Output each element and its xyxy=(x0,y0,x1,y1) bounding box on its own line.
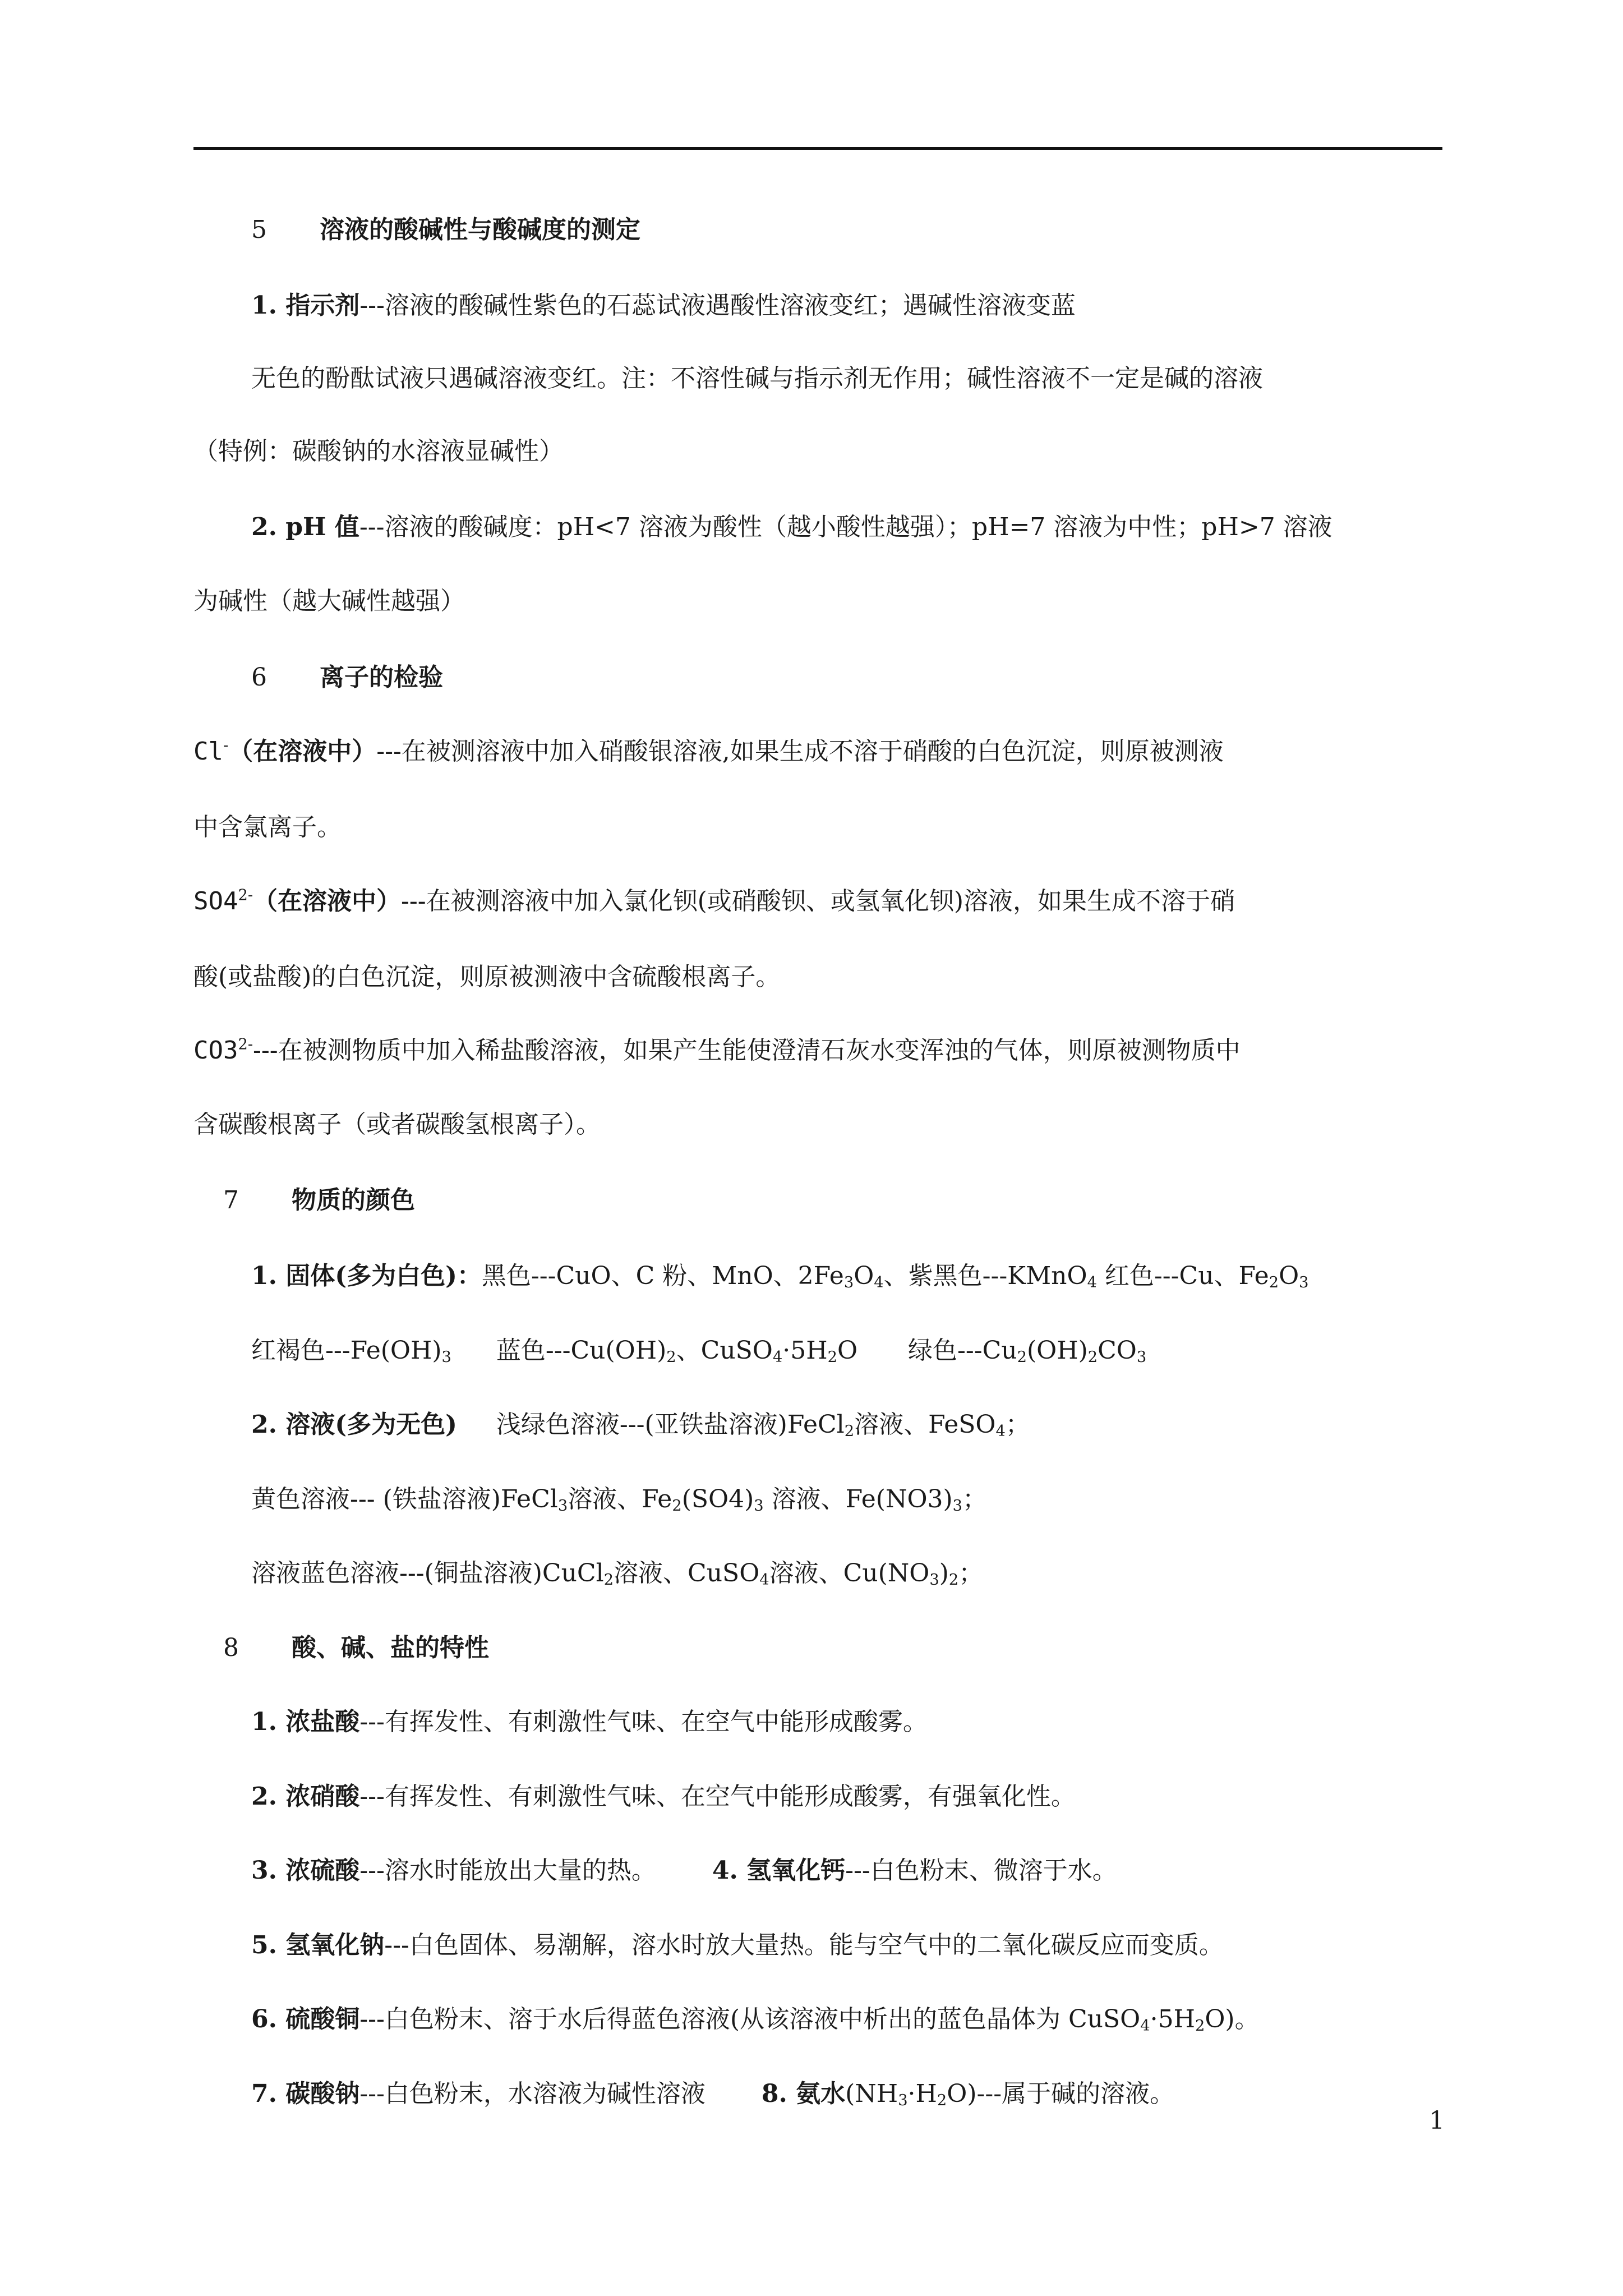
section-8-heading xyxy=(223,1631,1485,1665)
s5-item-2 xyxy=(251,510,1513,544)
item-text: 溶液蓝色溶液---(铜盐溶液)CuCl xyxy=(251,1559,604,1588)
subscript: 3 xyxy=(952,1497,963,1515)
item-label: （在溶液中） xyxy=(253,887,402,915)
item-label: 1. 指示剂 xyxy=(251,291,360,320)
s7-item-1-l2 xyxy=(251,1334,1513,1368)
subscript: 2 xyxy=(1195,2017,1205,2035)
item-text: ---白色粉末、微溶于水。 xyxy=(845,1856,1117,1885)
section-title: 物质的颜色 xyxy=(292,1186,415,1214)
s5-item-1-cont xyxy=(251,362,1513,395)
item-text: 绿色---Cu xyxy=(908,1336,1017,1365)
section-title: 酸、碱、盐的特性 xyxy=(292,1634,489,1662)
s5-item-2-cont xyxy=(193,585,1455,618)
item-label: 3. 浓硫酸 xyxy=(251,1856,360,1885)
s8-item-3-4 xyxy=(251,1854,1513,1888)
header-rule xyxy=(193,147,1442,150)
item-text: O)。 xyxy=(1205,2005,1260,2033)
subscript: 4 xyxy=(772,1349,783,1366)
ion-charge: 2- xyxy=(238,1036,253,1053)
section-number: 7 xyxy=(223,1186,239,1214)
s6-so4-cont xyxy=(193,960,1455,994)
item-text: 为碱性（越大碱性越强） xyxy=(193,587,465,615)
subscript: 3 xyxy=(1299,1274,1309,1291)
item-text: (OH) xyxy=(1027,1336,1088,1365)
item-text: 蓝色---Cu(OH) xyxy=(496,1336,667,1365)
page-number: 1 xyxy=(1429,2106,1445,2135)
item-text: ； xyxy=(1005,1410,1030,1439)
item-text: O xyxy=(854,1262,874,1290)
section-7-heading xyxy=(223,1184,1485,1217)
subscript: 3 xyxy=(843,1274,854,1291)
item-text: ·5H xyxy=(782,1336,828,1365)
subscript: 2 xyxy=(672,1497,682,1515)
ion-charge: 2- xyxy=(238,886,253,904)
item-label: 2. 溶液(多为无色) xyxy=(251,1410,457,1439)
subscript: 3 xyxy=(1136,1349,1147,1366)
subscript: 2 xyxy=(937,2092,947,2109)
item-text: ---在被测溶液中加入硝酸银溶液,如果生成不溶于硝酸的白色沉淀，则原被测液 xyxy=(376,737,1224,766)
s5-item-1 xyxy=(251,289,1513,323)
item-text: ---白色固体、易潮解，溶水时放大量热。能与空气中的二氧化碳反应而变质。 xyxy=(384,1931,1224,1959)
subscript: 2 xyxy=(844,1423,855,1440)
s8-item-5 xyxy=(251,1929,1513,1962)
item-text: ； xyxy=(962,1485,988,1513)
s6-cl-test xyxy=(193,735,1455,769)
s8-item-7-8 xyxy=(251,2077,1513,2111)
item-text: ) xyxy=(939,1559,949,1588)
item-text: ---有挥发性、有刺激性气味、在空气中能形成酸雾。 xyxy=(359,1708,928,1736)
item-text: O xyxy=(1279,1262,1299,1290)
subscript: 2 xyxy=(827,1349,837,1366)
item-text: 黑色---CuO、C 粉、MnO、2Fe xyxy=(481,1262,844,1290)
item-label: 8. 氨水 xyxy=(761,2079,846,2108)
ion-charge: - xyxy=(223,737,229,754)
ion-formula: CO3 xyxy=(193,1036,238,1065)
subscript: 4 xyxy=(874,1274,884,1291)
subscript: 2 xyxy=(1269,1274,1279,1291)
item-label: 4. 氢氧化钙 xyxy=(712,1856,846,1885)
item-text: 无色的酚酞试液只遇碱溶液变红。注：不溶性碱与指示剂无作用；碱性溶液不一定是碱的溶液 xyxy=(251,364,1263,393)
subscript: 2 xyxy=(1017,1349,1027,1366)
s7-item-2 xyxy=(251,1408,1513,1442)
section-6-heading xyxy=(251,661,1513,694)
subscript: 2 xyxy=(1087,1349,1098,1366)
item-text: 红褐色---Fe(OH) xyxy=(251,1336,442,1365)
s5-item-1-cont2 xyxy=(193,435,1455,468)
item-text: ---有挥发性、有刺激性气味、在空气中能形成酸雾，有强氧化性。 xyxy=(359,1782,1076,1811)
item-label: （在溶液中） xyxy=(228,737,377,766)
item-text: 浅绿色溶液---(亚铁盐溶液)FeCl xyxy=(496,1410,845,1439)
item-label: 1. 浓盐酸 xyxy=(251,1708,360,1736)
subscript: 4 xyxy=(1087,1274,1097,1291)
s6-cl-cont xyxy=(193,811,1455,844)
subscript: 4 xyxy=(759,1571,769,1589)
item-text: ·5H xyxy=(1150,2005,1195,2033)
s6-co3-test xyxy=(193,1034,1455,1068)
item-label: 7. 碳酸钠 xyxy=(251,2079,360,2108)
item-text: （特例：碳酸钠的水溶液显碱性） xyxy=(193,437,564,466)
item-label: 5. 氢氧化钠 xyxy=(251,1931,385,1959)
item-text: ---溶液的酸碱性紫色的石蕊试液遇酸性溶液变红；遇碱性溶液变蓝 xyxy=(359,291,1076,320)
s8-item-2 xyxy=(251,1780,1513,1814)
item-text: 含碳酸根离子（或者碳酸氢根离子）。 xyxy=(193,1110,601,1139)
section-number: 5 xyxy=(251,215,267,244)
s7-item-1 xyxy=(251,1259,1513,1293)
section-title: 离子的检验 xyxy=(320,663,443,692)
s6-co3-cont xyxy=(193,1108,1455,1142)
subscript: 3 xyxy=(754,1497,764,1515)
s7-item-2-l3 xyxy=(251,1557,1513,1590)
item-text: ； xyxy=(958,1559,984,1588)
item-text: 溶液、FeSO xyxy=(854,1410,996,1439)
subscript: 2 xyxy=(603,1571,614,1589)
item-text: ---白色粉末、溶于水后得蓝色溶液(从该溶液中析出的蓝色晶体为 CuSO xyxy=(359,2005,1141,2033)
subscript: 3 xyxy=(929,1571,939,1589)
s8-item-6 xyxy=(251,2003,1513,2036)
ion-formula: Cl xyxy=(193,737,223,766)
item-label: 1. 固体(多为白色)： xyxy=(251,1262,482,1290)
item-text: O)---属于碱的溶液。 xyxy=(947,2079,1175,2108)
item-label: 2. pH 值 xyxy=(251,513,359,541)
item-text: 黄色溶液--- (铁盐溶液)FeCl xyxy=(251,1485,558,1513)
s6-so4-test xyxy=(193,885,1455,918)
subscript: 3 xyxy=(441,1349,451,1366)
item-text: CO xyxy=(1098,1336,1137,1365)
item-text: ---溶水时能放出大量的热。 xyxy=(359,1856,656,1885)
subscript: 4 xyxy=(1140,2017,1150,2035)
ion-formula: SO4 xyxy=(193,887,238,915)
section-number: 8 xyxy=(223,1634,239,1662)
subscript: 3 xyxy=(898,2092,908,2109)
item-text: 中含氯离子。 xyxy=(193,813,342,841)
item-text: 、CuSO xyxy=(676,1336,773,1365)
item-text: O xyxy=(837,1336,858,1365)
item-text: 红色---Cu、Fe xyxy=(1096,1262,1269,1290)
item-text: 溶液、Fe xyxy=(568,1485,672,1513)
item-text: 溶液、Fe(NO3) xyxy=(763,1485,953,1513)
item-text: (SO4) xyxy=(681,1485,754,1513)
s7-item-2-l2 xyxy=(251,1483,1513,1516)
subscript: 2 xyxy=(948,1571,959,1589)
subscript: 3 xyxy=(557,1497,568,1515)
item-text: ---白色粉末，水溶液为碱性溶液 xyxy=(359,2079,706,2108)
section-number: 6 xyxy=(251,663,267,692)
subscript: 2 xyxy=(666,1349,676,1366)
subscript: 4 xyxy=(995,1423,1006,1440)
section-5-heading xyxy=(251,213,1513,247)
item-label: 6. 硫酸铜 xyxy=(251,2005,360,2033)
item-text: 酸(或盐酸)的白色沉淀，则原被测液中含硫酸根离子。 xyxy=(193,963,781,991)
item-text: ---在被测溶液中加入氯化钡(或硝酸钡、或氢氧化钡)溶液，如果生成不溶于硝 xyxy=(401,887,1235,915)
item-text: 溶液、Cu(NO xyxy=(769,1559,930,1588)
item-label: 2. 浓硝酸 xyxy=(251,1782,360,1811)
item-text: 、紫黑色---KMnO xyxy=(883,1262,1087,1290)
section-title: 溶液的酸碱性与酸碱度的测定 xyxy=(320,215,640,244)
item-text: ·H xyxy=(907,2079,937,2108)
item-text: ---溶液的酸碱度：pH<7 溶液为酸性（越小酸性越强）；pH=7 溶液为中性；pH>7 溶液 xyxy=(359,513,1332,541)
item-text: ---在被测物质中加入稀盐酸溶液，如果产生能使澄清石灰水变浑浊的气体，则原被测物质中 xyxy=(253,1036,1241,1065)
item-text: (NH xyxy=(845,2079,898,2108)
s8-item-1 xyxy=(251,1705,1513,1739)
item-text: 溶液、CuSO xyxy=(614,1559,760,1588)
